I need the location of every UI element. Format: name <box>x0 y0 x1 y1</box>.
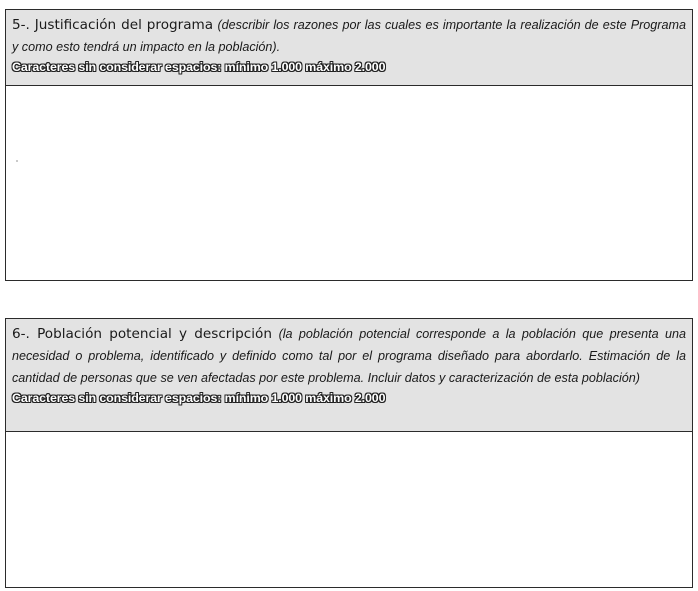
section-6-character-requirement: Caracteres sin considerar espacios: mínimo 1.000 máximo 2.000 <box>12 391 386 405</box>
section-6-answer-area[interactable] <box>6 432 692 587</box>
section-6-title: 6-. Población potencial y descripción <box>12 326 272 342</box>
section-5-header <box>6 10 692 86</box>
section-5-heading <box>12 14 686 58</box>
section-5-title: 5-. Justificación del programa <box>12 17 214 33</box>
section-5-description: (describir los razones por las cuales es importante la realización de este Programa y como esto tendrá un impacto en la población). <box>12 18 686 54</box>
section-5-character-requirement: Caracteres sin considerar espacios: mínimo 1.000 máximo 2.000 <box>12 60 386 74</box>
section-6-heading <box>12 323 686 389</box>
section-5-justificacion <box>5 9 693 281</box>
section-6-header <box>6 319 692 432</box>
section-5-answer-area[interactable] <box>6 86 692 280</box>
section-6-description: (la población potencial corresponde a la población que presenta una necesidad o problema, identificado y definido como tal por el programa diseñado para abordarlo. Estimación de la cantidad de personas que se ven afectadas por este problema. Incluir datos y caracterización de esta población) <box>12 327 686 385</box>
scan-speck <box>16 160 18 162</box>
section-6-poblacion <box>5 318 693 588</box>
